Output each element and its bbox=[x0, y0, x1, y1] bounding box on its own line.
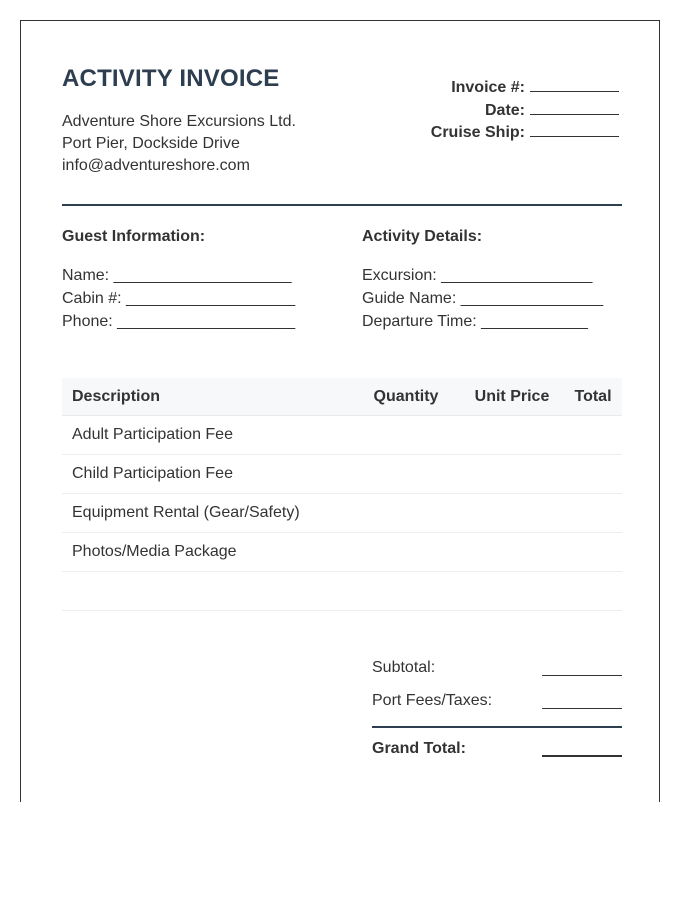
row-description: Child Participation Fee bbox=[62, 455, 352, 494]
invoice-sheet bbox=[20, 20, 660, 802]
row-unit-price[interactable] bbox=[460, 533, 564, 572]
row-unit-price[interactable] bbox=[460, 572, 564, 611]
row-total[interactable] bbox=[564, 494, 622, 533]
totals-section bbox=[372, 653, 622, 762]
invoice-meta bbox=[431, 77, 619, 145]
guest-cabin-field[interactable]: Cabin #: ___________________ bbox=[62, 290, 296, 307]
port-fees-label: Port Fees/Taxes: bbox=[372, 692, 493, 709]
activity-details-heading: Activity Details: bbox=[362, 228, 483, 245]
company-name: Adventure Shore Excursions Ltd. bbox=[62, 113, 296, 130]
table-row bbox=[62, 455, 622, 494]
invoice-title: ACTIVITY INVOICE bbox=[62, 65, 280, 92]
row-description[interactable] bbox=[62, 572, 352, 611]
row-total[interactable] bbox=[564, 455, 622, 494]
row-quantity[interactable] bbox=[352, 416, 460, 455]
col-description: Description bbox=[62, 378, 352, 416]
col-total: Total bbox=[564, 378, 622, 416]
row-quantity[interactable] bbox=[352, 455, 460, 494]
cruise-ship-blank[interactable] bbox=[530, 122, 619, 137]
port-fees-row bbox=[372, 686, 622, 719]
row-description: Adult Participation Fee bbox=[62, 416, 352, 455]
line-items-table bbox=[62, 378, 622, 611]
row-description: Photos/Media Package bbox=[62, 533, 352, 572]
date-blank[interactable] bbox=[530, 100, 619, 115]
departure-time-field[interactable]: Departure Time: ____________ bbox=[362, 313, 588, 330]
table-header-row bbox=[62, 378, 622, 416]
cruise-ship-label: Cruise Ship: bbox=[430, 124, 525, 141]
cruise-ship-row bbox=[431, 122, 619, 145]
excursion-field[interactable]: Excursion: _________________ bbox=[362, 267, 593, 284]
invoice-number-label: Invoice #: bbox=[451, 79, 525, 96]
guest-info-fields bbox=[62, 264, 295, 333]
port-fees-blank[interactable] bbox=[542, 708, 622, 709]
grand-total-blank[interactable] bbox=[542, 755, 622, 757]
row-unit-price[interactable] bbox=[460, 455, 564, 494]
company-info bbox=[62, 111, 296, 177]
subtotal-blank[interactable] bbox=[542, 675, 622, 676]
grand-total-label: Grand Total: bbox=[372, 740, 466, 757]
table-row bbox=[62, 416, 622, 455]
table-row bbox=[62, 533, 622, 572]
table-row bbox=[62, 494, 622, 533]
col-unit-price: Unit Price bbox=[460, 378, 564, 416]
company-address: Port Pier, Dockside Drive bbox=[62, 135, 240, 152]
row-quantity[interactable] bbox=[352, 494, 460, 533]
header-divider bbox=[62, 204, 622, 206]
row-unit-price[interactable] bbox=[460, 494, 564, 533]
guide-name-field[interactable]: Guide Name: ________________ bbox=[362, 290, 604, 307]
row-quantity[interactable] bbox=[352, 572, 460, 611]
row-total[interactable] bbox=[564, 416, 622, 455]
col-quantity: Quantity bbox=[352, 378, 460, 416]
grand-total-row bbox=[372, 728, 622, 762]
guest-phone-field[interactable]: Phone: ____________________ bbox=[62, 313, 296, 330]
row-total[interactable] bbox=[564, 533, 622, 572]
subtotal-row bbox=[372, 653, 622, 686]
subtotal-label: Subtotal: bbox=[372, 659, 436, 676]
invoice-number-row bbox=[431, 77, 619, 100]
guest-info-heading: Guest Information: bbox=[62, 228, 206, 245]
company-email: info@adventureshore.com bbox=[62, 157, 250, 174]
row-unit-price[interactable] bbox=[460, 416, 564, 455]
invoice-number-blank[interactable] bbox=[530, 77, 619, 92]
row-description: Equipment Rental (Gear/Safety) bbox=[62, 494, 352, 533]
date-row bbox=[431, 100, 619, 123]
row-quantity[interactable] bbox=[352, 533, 460, 572]
guest-name-field[interactable]: Name: ____________________ bbox=[62, 267, 292, 284]
table-row bbox=[62, 572, 622, 611]
row-total[interactable] bbox=[564, 572, 622, 611]
activity-details-fields bbox=[362, 264, 603, 333]
date-label: Date: bbox=[484, 101, 525, 119]
